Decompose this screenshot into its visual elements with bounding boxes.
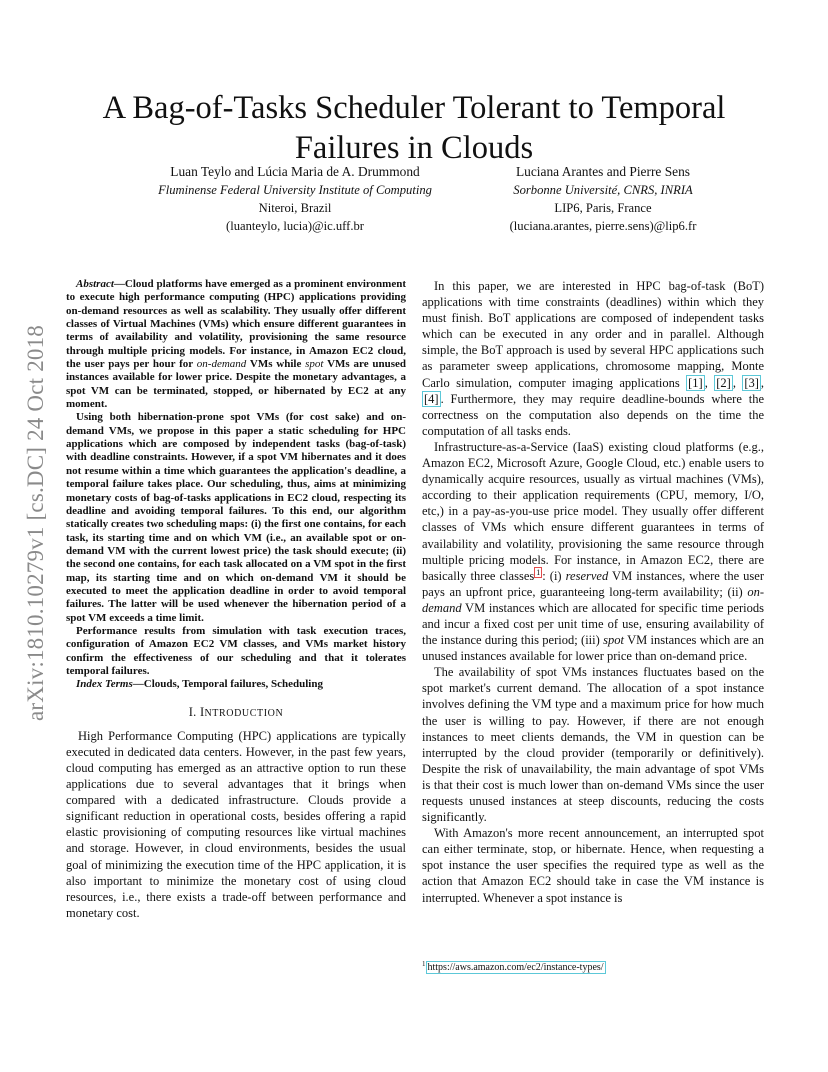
body-text: . Furthermore, they may require deadline-bounds where the correctness on the computation also depends on the time the computation of all tasks ends. [422, 391, 764, 438]
body-text: VM instances which are allocated for specific time periods and incur a fixed cost per unit time of use, ensuring availability of the instance during this period; (iii) [422, 600, 764, 648]
abstract-text: VMs while [246, 358, 306, 371]
left-column [66, 278, 406, 921]
body-emphasis: on-demand [422, 584, 764, 615]
body-paragraph-3: The availability of spot VMs instances fluctuates based on the spot market's current demand. The allocation of a spot instance involves defining the VM type and a maximum price for how much the user is willing to pay. However, if there are not enough instances to meet clients demands, the VM in question can be interrupted by the cloud provider (temporarily or definitively). Despite the risk of unavailability, the main advantage of spot VMs is that their cost is much lower than on-demand VMs since the user requests unused instances at steep discounts, reducing the costs significantly. [422, 665, 764, 825]
index-terms-text: —Clouds, Temporal failures, Scheduling [132, 678, 323, 691]
body-text: In this paper, we are interested in HPC bag-of-task (BoT) applications with time constraints (deadlines) within which they must finish. BoT applications are composed of independent tasks which can be executed in any order and in parallel. Although simple, the BoT approach is used by several HPC applications such as parameter sweep applications, chromosome mapping, Monte Carlo simulation, computer imaging applications [422, 279, 764, 390]
citation-link[interactable]: [3] [744, 375, 759, 390]
arxiv-identifier: arXiv:1810.10279v1 [cs.DC] 24 Oct 2018 [23, 325, 48, 721]
body-text: Infrastructure-as-a-Service (IaaS) existing cloud platforms (e.g., Amazon EC2, Microsoft Azure, Google Cloud, etc.) enable users to dynamically acquire resources, usually as virtual machines (VMs), according to their application requirements (CPU, memory, I/O, etc,) in a pay-as-you-use price model. They usually offer different classes of VMs which ensure different guarantees in terms of availability and volatility, provisioning the same resource through multiple pricing models. For instance, in Amazon EC2, there are basically three classes [422, 439, 764, 583]
body-emphasis: spot [603, 633, 624, 648]
author-block-1 [110, 163, 480, 235]
author-email: (luciana.arantes, pierre.sens)@lip6.fr [509, 219, 697, 233]
author-block-2 [460, 163, 746, 235]
author-affiliation: Fluminense Federal University Institute of Computing [158, 183, 432, 197]
index-terms-label: Index Terms [76, 678, 133, 691]
body-paragraph-4: With Amazon's more recent announcement, an interrupted spot can either terminate, stop, or hibernate. Hence, when requesting a spot instance the user specifies the required type as well as the action that Amazon EC2 should take in case the VM instance is interrupted. Whenever a spot instance is [422, 826, 764, 905]
body-text: VM instances which are an unused instances available for lower price than on-demand price. [422, 633, 764, 664]
author-affiliation: Sorbonne Université, CNRS, INRIA [513, 183, 693, 197]
intro-paragraph-1: High Performance Computing (HPC) applications are typically executed in dedicated data centers. However, in the past few years, cloud computing has emerged as an attractive option to run these applications due to several advantages that it brings when compared with a dedicated infrastructure. Clouds provide a significant reduction in operational costs, besides offering a rapid elastic provisioning of computing resources like virtual machines and storage. However, in cloud environments, besides the usual goal of minimizing the execution time of the HPC application, it is also important to minimize the monetary cost of using cloud resources, i.e., there exists a trade-off between performance and monetary cost. [66, 728, 406, 920]
citation-link[interactable]: [1] [688, 375, 703, 390]
section-numeral: I. [188, 704, 201, 719]
paper-title: A Bag-of-Tasks Scheduler Tolerant to Temporal Failures in Clouds [102, 89, 726, 166]
body-text: VM instances, where the user pays an upfront price, guaranteeing long-term availability; (ii) [422, 568, 764, 599]
footnote-reference-link[interactable]: 1 [536, 567, 541, 577]
abstract-emphasis: spot [305, 358, 324, 371]
abstract-emphasis: on-demand [196, 358, 247, 371]
footnote [422, 957, 764, 975]
citation-link[interactable]: [2] [716, 375, 731, 390]
abstract-text: —Cloud platforms have emerged as a prominent environment to execute high performance computing (HPC) applications providing on-demand resources as well as scalability. They usually offer different classes of Virtual Machines (VMs) which ensure different guarantees in terms of availability and volatility, provisioning the same resource through multiple pricing models. For instance, in Amazon EC2 cloud, the user pays per hour for [66, 278, 406, 371]
footnote-url-link[interactable]: https://aws.amazon.com/ec2/instance-types/ [427, 962, 604, 974]
arxiv-sidebar [22, 288, 50, 758]
abstract-paragraph-2: Using both hibernation-prone spot VMs (for cost sake) and on-demand VMs, we propose in this paper a static scheduling for HPC applications which are composed by independent tasks (bag-of-task) with deadline constraints. However, if a spot VM hibernates and it does not resume within a time which guarantees the application's deadline, a temporal failure takes place. Our scheduling, thus, aims at minimizing monetary costs of bag-of-tasks applications in EC2 cloud, respecting its deadline and avoiding temporal failures. To this end, our algorithm statically creates two scheduling maps: (i) the first one contains, for each task, its starting time and on which VM (i.e., an available spot or on-demand VM with the current lowest price) the task should execute; (ii) the second one contains, for each task allocated on a VM spot in the first map, its starting time and on which on-demand VM it should be executed to meet the application deadline in order to avoid temporal failures. The latter will be used whenever the hibernation period of a spot VM exceeds a time limit. [66, 411, 406, 624]
abstract-paragraph-3: Performance results from simulation with task execution traces, configuration of Amazon EC2 VM classes, and VMs market history confirm the effectiveness of our scheduling and that it tolerates temporal failures. [66, 624, 406, 677]
author-email: (luanteylo, lucia)@ic.uff.br [226, 219, 364, 233]
abstract-label: Abstract [76, 278, 114, 290]
body-text: : (i) [542, 568, 566, 583]
author-location: Niteroi, Brazil [258, 201, 332, 215]
body-paragraph-2 [422, 439, 764, 664]
index-terms [66, 678, 406, 691]
author-names: Luciana Arantes and Pierre Sens [515, 164, 691, 179]
body-emphasis: reserved [565, 568, 609, 583]
body-paragraph-1: In this paper, we are interested in HPC bag-of-task (BoT) applications with time constraints (deadlines) within which they must finish. BoT applications are composed of independent tasks which can be executed in any order and in parallel. Although simple, the BoT approach is used by several HPC applications such as parameter sweep applications, chromosome mapping, Monte Carlo simulation, computer imaging applications [1] , [2] , [3] , [4] . Furthermore, they may require deadline-bounds where the correctness on the computation also depends on the time the computation of all tasks ends. [422, 279, 765, 438]
abstract-text: VMs are unused instances available for lower price. Despite the monetary advantages, a spot VM can be terminated, stopped, or hibernated by EC2 at any moment. [66, 358, 407, 411]
section-name-rest: NTRODUCTION [204, 707, 284, 719]
abstract-paragraph-1 [66, 278, 406, 411]
section-name-initial: I [200, 704, 205, 719]
author-location: LIP6, Paris, France [554, 201, 652, 215]
citation-link[interactable]: [4] [424, 391, 439, 406]
section-heading-introduction [66, 704, 406, 722]
footnote-mark: 1 [422, 960, 426, 968]
author-names: Luan Teylo and Lúcia Maria de A. Drummond [170, 164, 420, 179]
right-column [422, 278, 764, 906]
